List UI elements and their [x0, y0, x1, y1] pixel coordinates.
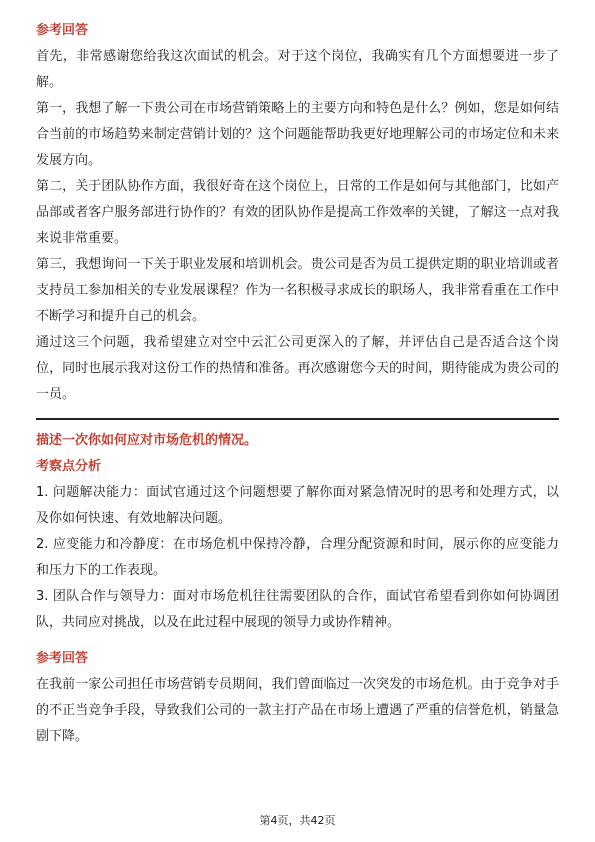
analysis-heading: 考察点分析: [36, 459, 102, 474]
analysis-point: 2. 应变能力和冷静度：在市场危机中保持冷静，合理分配资源和时间，展示你的应变能力和压力下的工作表现。: [36, 537, 559, 578]
answer-paragraph: 通过这三个问题，我希望建立对空中云汇公司更深入的了解，并评估自己是否适合这个岗位，同时也展示我对这份工作的热情和准备。再次感谢您今天的时间，期待能成为贵公司的一员。: [36, 335, 559, 402]
answer-paragraph: 第一，我想了解一下贵公司在市场营销策略上的主要方向和特色是什么？例如，您是如何结合当前的市场趋势来制定营销计划的？这个问题能帮助我更好地理解公司的市场定位和未来发展方向。: [36, 101, 559, 168]
page-number: 第4页，共42页: [259, 814, 336, 827]
question-title: 描述一次你如何应对市场危机的情况。: [36, 433, 258, 448]
page-content: [36, 18, 559, 750]
answer-paragraph: 第三，我想询问一下关于职业发展和培训机会。贵公司是否为员工提供定期的职业培训或者支持员工参加相关的专业发展课程？作为一名积极寻求成长的职场人，我非常看重在工作中不断学习和提升自己的机会。: [36, 257, 559, 324]
spacer: [36, 636, 559, 646]
analysis-point: 1. 问题解决能力：面试官通过这个问题想要了解你面对紧急情况时的思考和处理方式，以及你如何快速、有效地解决问题。: [36, 485, 559, 526]
section-divider: [36, 418, 559, 420]
reference-answer-heading: 参考回答: [36, 651, 89, 666]
answer-paragraph: 首先，非常感谢您给我这次面试的机会。对于这个岗位，我确实有几个方面想要进一步了解。: [36, 49, 559, 90]
answer-paragraph: 在我前一家公司担任市场营销专员期间，我们曾面临过一次突发的市场危机。由于竞争对手的不正当竞争手段，导致我们公司的一款主打产品在市场上遭遇了严重的信誉危机，销量急剧下降。: [36, 677, 559, 744]
reference-answer-heading: 参考回答: [36, 23, 89, 38]
analysis-point: 3. 团队合作与领导力：面对市场危机往往需要团队的合作，面试官希望看到你如何协调团队，共同应对挑战，以及在此过程中展现的领导力或协作精神。: [36, 589, 559, 630]
answer-paragraph: 第二，关于团队协作方面，我很好奇在这个岗位上，日常的工作是如何与其他部门，比如产品部或者客户服务部进行协作的？有效的团队协作是提高工作效率的关键，了解这一点对我来说非常重要。: [36, 179, 559, 246]
